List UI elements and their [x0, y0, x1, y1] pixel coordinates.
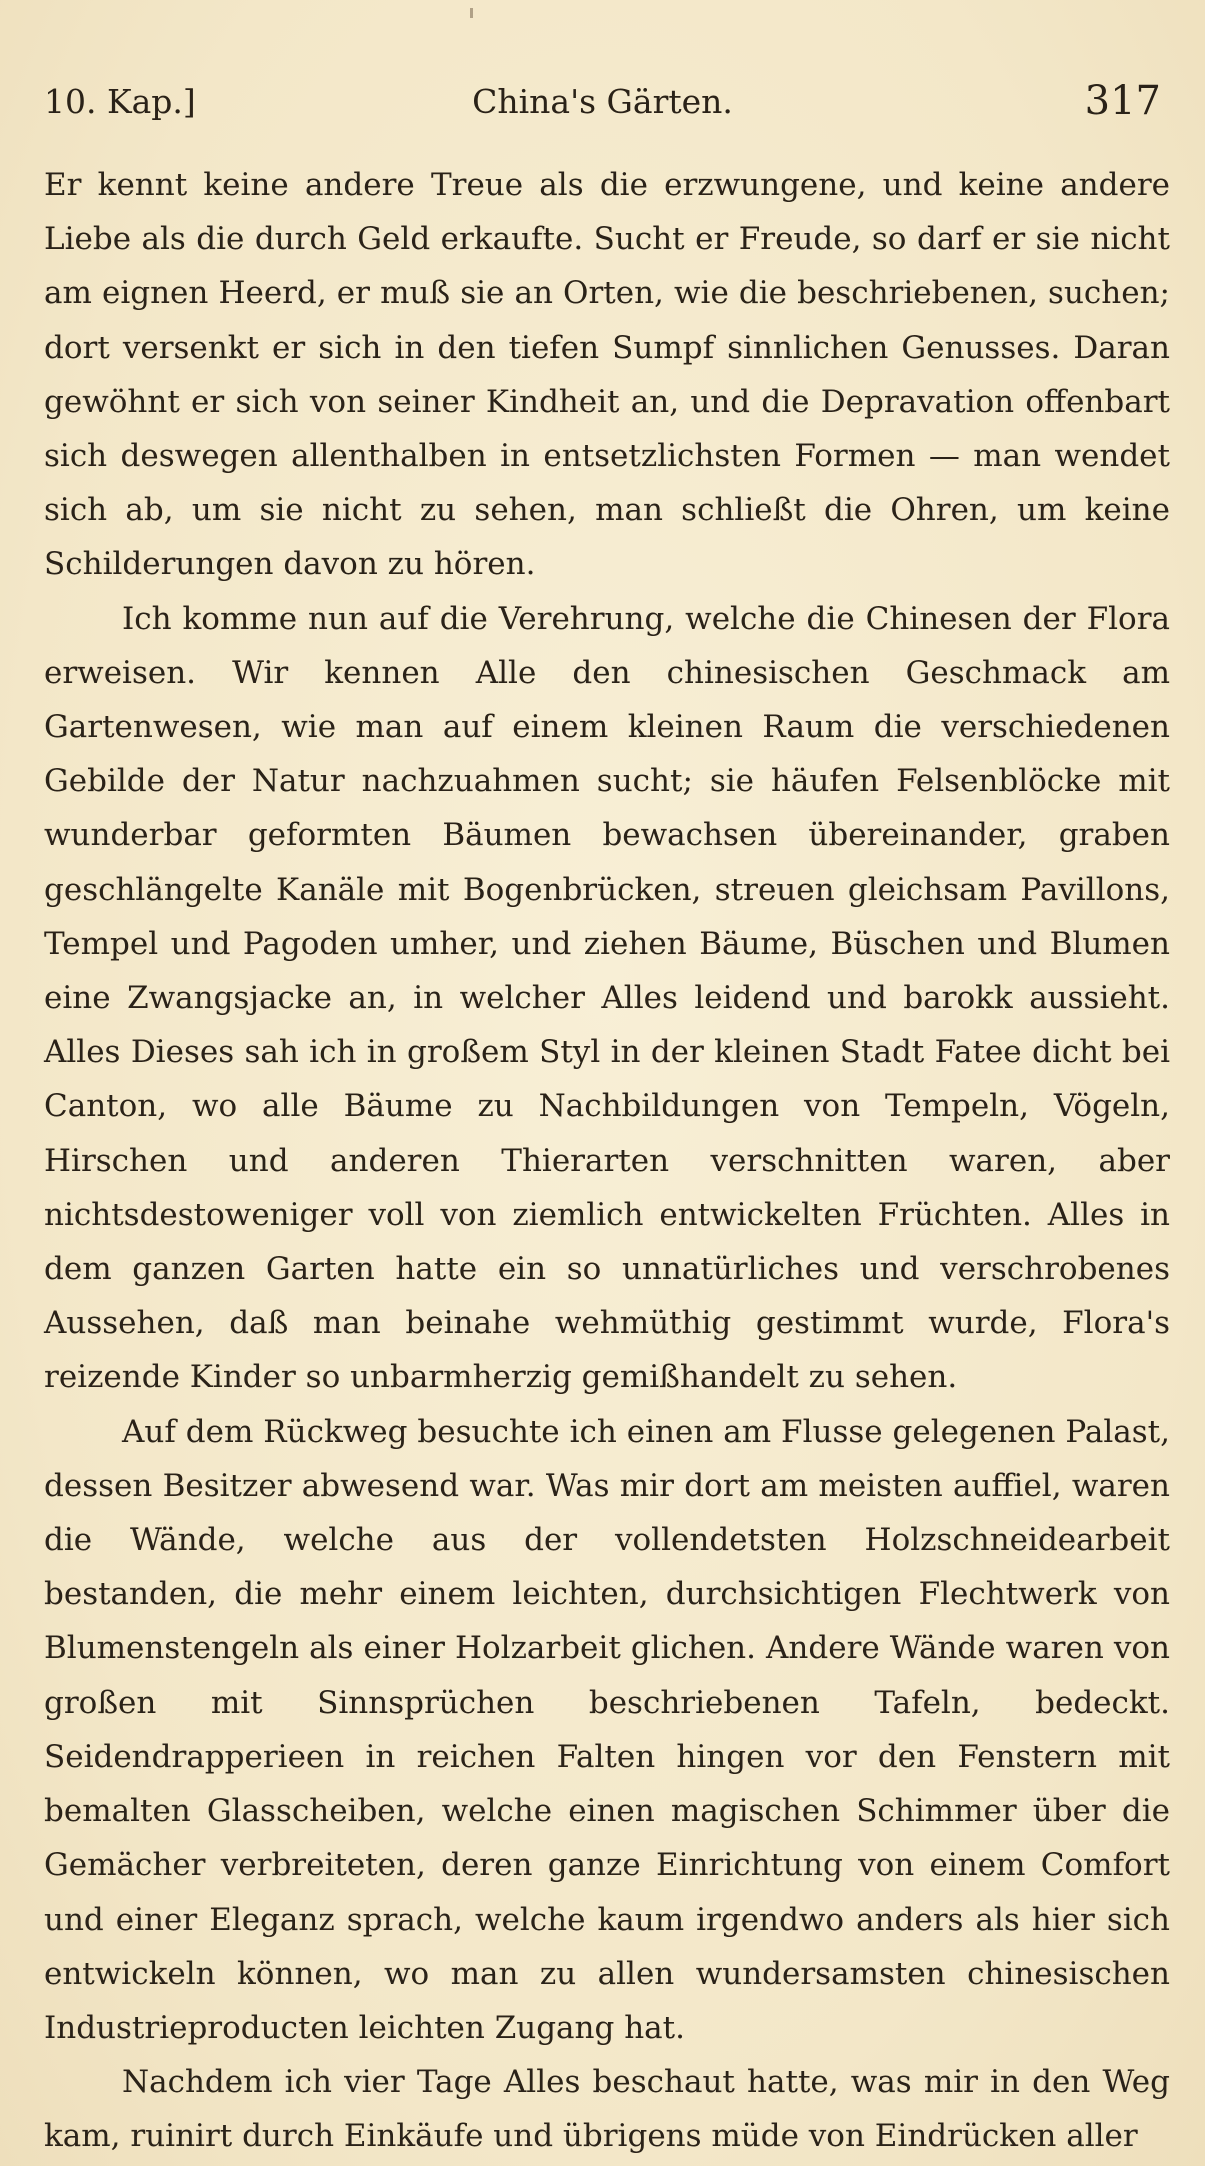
paragraph-1: Er kennt keine andere Treue als die erzwungene, und keine andere Liebe als die durch Geld erkaufte. Sucht er Freude, so darf er sie nicht am eignen Heerd, er muß sie an Orten, wie die beschriebenen, suchen; dort versenkt er sich in den tiefen Sumpf sinnlichen Genusses. Daran gewöhnt er sich von seiner Kindheit an, und die Depravation offenbart sich deswegen allenthalben in entsetzlichsten Formen — man wendet sich ab, um sie nicht zu sehen, man schließt die Ohren, um keine Schilderungen davon zu hören.	[44, 167, 1170, 583]
paragraph-3: Auf dem Rückweg besuchte ich einen am Flusse gelegenen Palast, dessen Besitzer abwesend war. Was mir dort am meisten auffiel, waren die Wände, welche aus der vollendetsten Holzschneidearbeit bestanden, die mehr einem leichten, durchsichtigen Flechtwerk von Blumenstengeln als einer Holzarbeit glichen. Andere Wände waren von großen mit Sinnsprüchen beschriebenen Tafeln, bedeckt. Seidendrapperieen in reichen Falten hingen vor den Fenstern mit bemalten Glasscheiben, welche einen magischen Schimmer über die Gemächer verbreiteten, deren ganze Einrichtung von einem Comfort und einer Eleganz sprach, welche kaum irgendwo anders als hier sich entwickeln können, wo man zu allen wundersamsten chinesischen Industrieproducten leichten Zugang hat.	[44, 1413, 1170, 2046]
ink-speck	[470, 8, 473, 18]
chapter-label: 10. Kap.]	[44, 82, 196, 121]
paragraph-2: Ich komme nun auf die Verehrung, welche die Chinesen der Flora erweisen. Wir kennen Alle den chinesischen Geschmack am Gartenwesen, wie man auf einem kleinen Raum die verschiedenen Gebilde der Natur nachzuahmen sucht; sie häufen Felsenblöcke mit wunderbar geformten Bäumen bewachsen übereinander, graben geschlängelte Kanäle mit Bogenbrücken, streuen gleichsam Pavillons, Tempel und Pagoden umher, und ziehen Bäume, Büschen und Blumen eine Zwangsjacke an, in welcher Alles leidend und barokk aussieht. Alles Dieses sah ich in großem Styl in der kleinen Stadt Fatee dicht bei Canton, wo alle Bäume zu Nachbildungen von Tempeln, Vögeln, Hirschen und anderen Thierarten verschnitten waren, aber nichtsdestoweniger voll von ziemlich entwickelten Früchten. Alles in dem ganzen Garten hatte ein so unnatürliches und verschrobenes Aussehen, daß man beinahe wehmüthig gestimmt wurde, Flora's reizende Kinder so unbarmherzig gemißhandelt zu sehen.	[44, 600, 1170, 1396]
page-number: 317	[1084, 78, 1161, 124]
page-body	[44, 158, 1170, 2164]
running-header	[44, 78, 1161, 130]
paragraph-4: Nachdem ich vier Tage Alles beschaut hatte, was mir in den Weg kam, ruinirt durch Einkäufe und übrigens müde von Eindrücken aller	[44, 2064, 1170, 2155]
running-title: China's Gärten.	[472, 82, 733, 121]
